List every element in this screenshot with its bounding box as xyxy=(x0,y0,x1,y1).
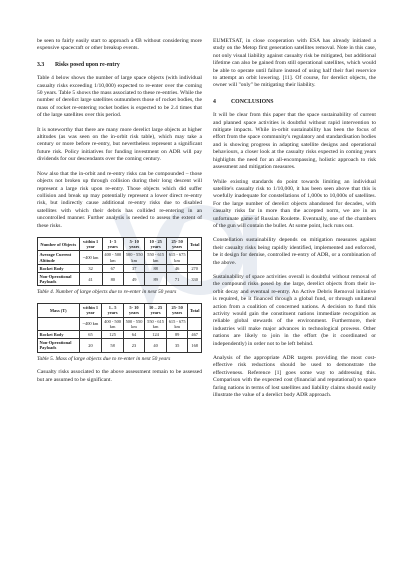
section-3-3-heading: 3.3 Risks posed upon re-entry xyxy=(37,61,120,68)
table-4-caption: Table 4. Number of large objects due to re-enter in next 50 years xyxy=(37,289,177,296)
right-intro-paragraph: EUMETSAT, in close cooperation with ESA has already initiated a study on the Metop first generation satellites removal. Note in this case, not only visual liability against casualty risk be mitigated, but additional lifetime can also be gained from still operational satellites, which would be able to operate until failure instead of using half their fuel reservice to attempt an orbit lowering. [11]. Of course, for derelict objects, the owner will "only" be mitigating their liability. xyxy=(213,38,376,89)
table-4-number-of-objects xyxy=(37,237,202,286)
right-column xyxy=(213,38,376,406)
paragraph-conclusions-3: Constellation sustainability depends on mitigation measures against their casualty risks being rapidly identified, implemented and enforced, be it design for demise, controlled re-entry of ADR, or a combination of the above. xyxy=(213,237,376,266)
table-header-row: Mass (T) within 1 year 1– 5 years 5- 10 years 10 – 25 years 25- 50 years Total xyxy=(38,304,202,317)
paragraph-conclusions-1: It will be clear from this paper that the space sustainability of current and planned space activities is doubtful without rapid intervention to mitigate impacts. While in-orbit sustainability has been the focus of effort from the space community's regulatory and standardisation bodies and is showing progress in adapting satellite designs and operational behaviours, a closer look at the casualty risks expected in coming years highlights the need for an all-encompassing, holistic approach to risk assessment and mitigation measures. xyxy=(213,112,376,171)
paragraph-conclusions-2: While existing standards do point towards limiting an individual satellite's casualty risk to 1/10,000, it has been seen above that this is woefully inadequate for constellations of 1,000s to 10,000s of satellites. For the large number of derelict objects abandoned for decades, with casualty risks far in more than the accepted norm, we are in an unfortunate game of Russian Roulette. Eventually, one of the chambers of the gun will contain the bullet. At some point, luck runs out. xyxy=(213,178,376,229)
paragraph-higher-altitudes: It is noteworthy that there are many more derelict large objects at higher altitudes (as was seen on the in-orbit risk table), which may take a century or more before re-entry, but nevertheless represent a significant future risk. Policy initiatives for funding investment on ADR will pay dividends for our descendants over the coming century. xyxy=(37,126,202,163)
paragraph-compounded-risks: Now also that the in-orbit and re-entry risks can be compounded – those objects not broken up through collision during their long descent will represent a large risk upon re-entry. Those objects which did suffer collision and break up may potentially represent a lower direct re-entry risk, but indirectly cause additional re-entry risks due to disabled satellites with which their debris has collided re-entering in an uncontrolled manner. Further analysis is needed to assess the extent of these risks. xyxy=(37,170,202,229)
left-intro-paragraph: be seen to fairly easily start to approach a €B without considering more expensive spacecraft or other breakup events. xyxy=(37,38,202,52)
table-header-row: Number of Objects within 1 year 1- 5 years 5- 10 years 10 - 25 years 25- 50 years Total xyxy=(38,237,202,250)
paragraph-conclusions-4: Sustainability of space activities overall is doubtful without removal of the compound risks posed by the large, derelict objects from their in-orbit decay and eventual re-entry. An Active Debris Removal initiative is required, be it financed through a global fund, or through unilateral action from a coalition of concerned nations. A decision to fund this activity would gain the constituent nations immediate recognition as reliable global stewards of the environment. Furthermore, their industries will make major advances in technological prowess. Other nations are likely to join in the effort (be it coordinated or independently) in order not to be left behind. xyxy=(213,273,376,347)
table-row: Non-Operational Payloads 20 58 23 40 35 168 xyxy=(38,339,202,352)
paragraph-casualty-risks: Casualty risks associated to the above assessment remain to be assessed but are assumed to be significant. xyxy=(37,369,202,383)
table-5-caption: Table 5. Mass of large objects due to re-enter in next 50 years xyxy=(37,355,171,362)
table-row: Rocket Body 65 125 64 124 89 467 xyxy=(38,330,202,338)
table-5-mass-of-objects xyxy=(37,303,202,352)
table-row: Rocket Body 32 67 37 88 46 270 xyxy=(38,264,202,272)
table-row: Non-Operational Payloads 41 80 49 89 71 330 xyxy=(38,272,202,285)
table-row: ~400 km 400 - 500 km 500 - 550 km 550 - 615 km 615 - 675 km xyxy=(38,317,202,330)
left-column xyxy=(37,38,202,391)
paragraph-conclusions-5: Analysis of the appropriate ADR targets providing the most cost-effective risk reductions should be used to demonstrate the effectiveness. Reference [1] goes some way to addressing this. Comparison with the expected cost (financial and reputational) to space faring nations in terms of lost satellites and liability claims should easily illustrate the value of a derelict body ADR approach. xyxy=(213,355,376,399)
paragraph-table-summary: Table 4 below shows the number of large space objects (with individual casualty risks exceeding 1/10,000) expected to re-enter over the coming 50 years. Table 5 shows the mass associated to these re-entries. While the number of derelict large satellites outnumbers those of rocket bodies, the mass of rocket re-entering rocket bodies is expected to be 2.4 times that of the large satellites over this period. xyxy=(37,75,202,119)
table-row: Average Current Altitude ~400 km 400 - 500 km 500 - 550 km 550 - 615 km 615 - 675 km xyxy=(38,251,202,264)
section-4-heading: 4 CONCLUSIONS xyxy=(213,98,274,105)
